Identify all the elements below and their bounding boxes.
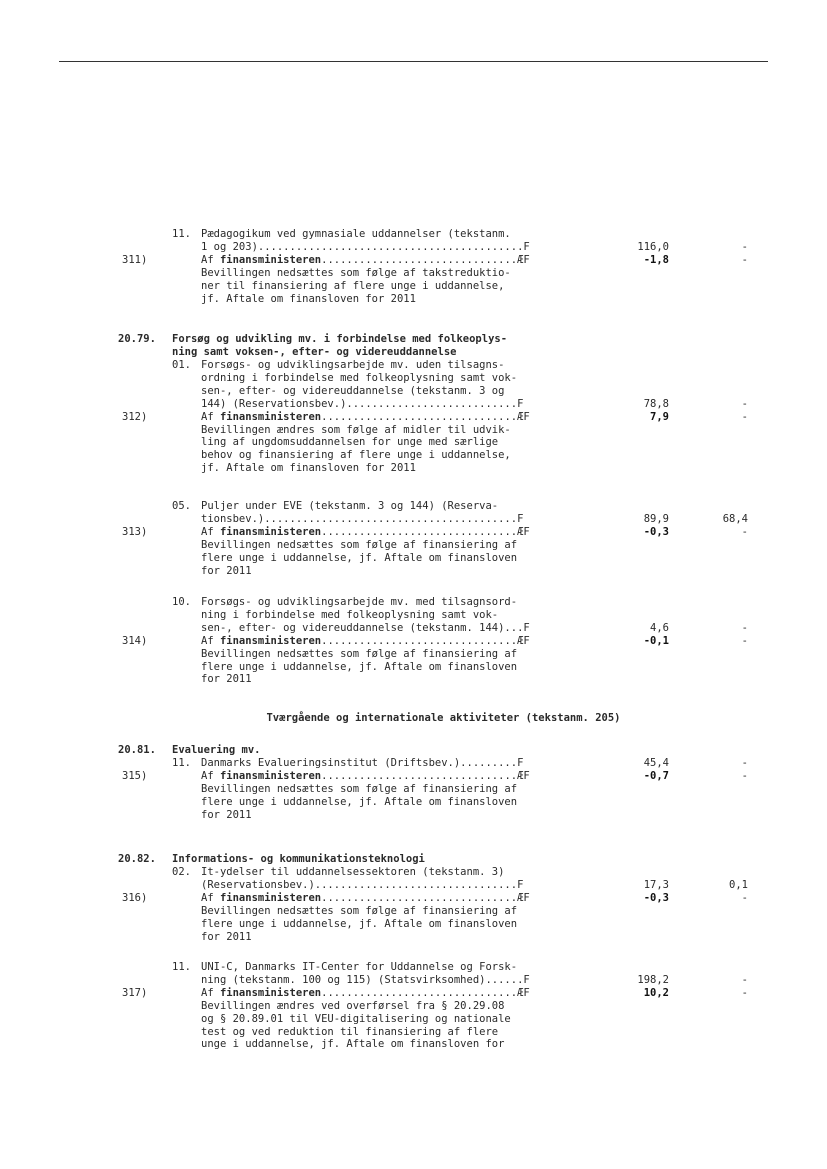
- item-title-line: [0, 596, 827, 609]
- item-title: ordning i forbindelse med folkeoplysning samt vok-: [201, 371, 518, 384]
- change-reference: 317): [122, 986, 148, 999]
- note-text: jf. Aftale om finansloven for 2011: [201, 462, 416, 475]
- item-number: 11.: [172, 961, 191, 973]
- leader-dots: ...............................ÆF: [321, 891, 530, 904]
- note-text: Bevillingen ændres som følge af midler til udvik-: [201, 423, 511, 436]
- note-text: for 2011: [201, 930, 252, 943]
- change-amount-col2: -: [741, 634, 748, 647]
- header-rule: [59, 61, 768, 62]
- note-text: Bevillingen nedsættes som følge af finansiering af: [201, 538, 518, 551]
- item-title: sen-, efter- og videreuddannelse (tekstanm. 3 og: [201, 384, 505, 397]
- note-line: [0, 280, 827, 293]
- section-number: 20.79.: [118, 333, 156, 345]
- change-line: [0, 770, 827, 783]
- change-line: [0, 635, 827, 648]
- item-title-line: [0, 228, 827, 241]
- section-number: 20.81.: [118, 744, 156, 756]
- change-source: [201, 254, 530, 267]
- change-source: [201, 635, 530, 648]
- item-title: UNI-C, Danmarks IT-Center for Uddannelse og Forsk-: [201, 961, 518, 973]
- note-line: [0, 424, 827, 437]
- item-title-line: [0, 359, 827, 372]
- change-amount-col2: -: [741, 769, 748, 782]
- note-line: [0, 931, 827, 944]
- note-text: for 2011: [201, 673, 252, 686]
- item-number: 11.: [172, 228, 191, 240]
- item-title: 144) (Reservationsbev.)...........................F: [201, 397, 524, 410]
- note-text: flere unge i uddannelse, jf. Aftale om finansloven: [201, 917, 518, 930]
- item-title: Forsøgs- og udviklingsarbejde mv. med tilsagnsord-: [201, 596, 518, 608]
- item-title: 1 og 203)..........................................F: [201, 240, 530, 253]
- af-prefix: Af: [201, 769, 220, 782]
- amount-col1: 198,2: [637, 973, 669, 986]
- note-text: for 2011: [201, 564, 252, 577]
- item-title: Forsøgs- og udviklingsarbejde mv. uden tilsagns-: [201, 359, 505, 371]
- section-title-cont: ning samt voksen-, efter- og videreuddannelse: [172, 345, 457, 358]
- note-line: [0, 796, 827, 809]
- item-number: 10.: [172, 596, 191, 608]
- change-amount-col1: -1,8: [643, 253, 669, 266]
- change-source: [201, 526, 530, 539]
- minister-label: finansministeren: [219, 410, 322, 423]
- change-amount-col2: -: [741, 410, 748, 423]
- change-amount-col2: -: [741, 253, 748, 266]
- section-title-line: [0, 346, 827, 359]
- note-line: [0, 918, 827, 931]
- note-text: for 2011: [201, 808, 252, 821]
- minister-label: finansministeren: [219, 634, 322, 647]
- note-text: Bevillingen nedsættes som følge af finansiering af: [201, 904, 518, 917]
- change-amount-col1: 7,9: [650, 410, 669, 423]
- item-title-line: [0, 866, 827, 879]
- item-title-line: [0, 385, 827, 398]
- minister-label: finansministeren: [219, 891, 322, 904]
- section-title: Informations- og kommunikationsteknologi: [172, 853, 425, 865]
- item-number: 05.: [172, 500, 191, 512]
- change-reference: 315): [122, 769, 148, 782]
- section-title-line: [0, 853, 827, 866]
- leader-dots: ...............................ÆF: [321, 986, 530, 999]
- note-text: Bevillingen nedsættes som følge af finansiering af: [201, 647, 518, 660]
- leader-dots: ...............................ÆF: [321, 634, 530, 647]
- af-prefix: Af: [201, 634, 220, 647]
- note-text: unge i uddannelse, jf. Aftale om finansloven for: [201, 1038, 505, 1051]
- change-amount-col1: -0,7: [643, 769, 669, 782]
- amount-col2: -: [741, 240, 748, 253]
- af-prefix: Af: [201, 525, 220, 538]
- note-text: jf. Aftale om finansloven for 2011: [201, 292, 416, 305]
- note-text: Bevillingen nedsættes som følge af finansiering af: [201, 782, 518, 795]
- leader-dots: ...............................ÆF: [321, 525, 530, 538]
- note-line: [0, 449, 827, 462]
- item-title: tionsbev.)........................................F: [201, 512, 524, 525]
- item-title-line: [0, 398, 827, 411]
- item-title-line: [0, 622, 827, 635]
- af-prefix: Af: [201, 253, 220, 266]
- note-text: og § 20.89.01 til VEU-digitalisering og nationale: [201, 1012, 511, 1025]
- leader-dots: ...............................ÆF: [321, 769, 530, 782]
- section-number: 20.82.: [118, 853, 156, 865]
- note-line: [0, 1038, 827, 1051]
- change-reference: 311): [122, 253, 148, 266]
- af-prefix: Af: [201, 891, 220, 904]
- item-title: Puljer under EVE (tekstanm. 3 og 144) (Reserva-: [201, 500, 499, 512]
- item-title: (Reservationsbev.)................................F: [201, 878, 524, 891]
- note-text: ner til finansiering af flere unge i uddannelse,: [201, 279, 505, 292]
- note-line: [0, 648, 827, 661]
- change-reference: 313): [122, 525, 148, 538]
- minister-label: finansministeren: [219, 986, 322, 999]
- minister-label: finansministeren: [219, 769, 322, 782]
- note-line: [0, 905, 827, 918]
- change-line: [0, 892, 827, 905]
- minister-label: finansministeren: [219, 253, 322, 266]
- item-title-line: [0, 241, 827, 254]
- note-text: behov og finansiering af flere unge i uddannelse,: [201, 449, 511, 462]
- note-line: [0, 1026, 827, 1039]
- note-line: [0, 1013, 827, 1026]
- change-line: [0, 411, 827, 424]
- change-amount-col1: 10,2: [643, 986, 669, 999]
- amount-col1: 45,4: [643, 757, 669, 769]
- change-amount-col2: -: [741, 891, 748, 904]
- note-text: Bevillingen nedsættes som følge af takstreduktio-: [201, 266, 511, 279]
- change-reference: 316): [122, 891, 148, 904]
- section-title-line: [0, 744, 827, 757]
- item-title: sen-, efter- og videreuddannelse (tekstanm. 144)...F: [201, 621, 530, 634]
- change-amount-col1: -0,3: [643, 891, 669, 904]
- item-title-line: [0, 609, 827, 622]
- note-text: ling af ungdomsuddannelsen for unge med særlige: [201, 436, 499, 449]
- note-line: [0, 552, 827, 565]
- amount-col2: -: [741, 397, 748, 410]
- change-line: [0, 526, 827, 539]
- amount-col2: 0,1: [729, 878, 748, 891]
- amount-col2: -: [741, 973, 748, 986]
- note-line: [0, 1000, 827, 1013]
- change-source: [201, 770, 530, 783]
- note-line: [0, 267, 827, 280]
- amount-col2: 68,4: [722, 512, 748, 525]
- item-title-line: [0, 961, 827, 974]
- item-title-line: [0, 879, 827, 892]
- item-title: It-ydelser til uddannelsessektoren (tekstanm. 3): [201, 866, 505, 878]
- change-amount-col1: -0,3: [643, 525, 669, 538]
- section-title: Forsøg og udvikling mv. i forbindelse med folkeoplys-: [172, 333, 508, 345]
- amount-col2: -: [741, 757, 748, 769]
- change-reference: 314): [122, 634, 148, 647]
- note-line: [0, 809, 827, 822]
- change-amount-col1: -0,1: [643, 634, 669, 647]
- note-text: test og ved reduktion til finansiering af flere: [201, 1025, 499, 1038]
- note-line: [0, 462, 827, 475]
- note-text: flere unge i uddannelse, jf. Aftale om finansloven: [201, 551, 518, 564]
- change-amount-col2: -: [741, 986, 748, 999]
- note-text: flere unge i uddannelse, jf. Aftale om finansloven: [201, 660, 518, 673]
- note-line: [0, 436, 827, 449]
- item-title: Pædagogikum ved gymnasiale uddannelser (tekstanm.: [201, 228, 511, 240]
- item-title: ning (tekstanm. 100 og 115) (Statsvirksomhed)......F: [201, 973, 530, 986]
- item-title-line: [0, 757, 827, 770]
- minister-label: finansministeren: [219, 525, 322, 538]
- change-line: [0, 987, 827, 1000]
- note-text: flere unge i uddannelse, jf. Aftale om finansloven: [201, 795, 518, 808]
- item-title-line: [0, 500, 827, 513]
- item-title-line: [0, 513, 827, 526]
- note-line: [0, 565, 827, 578]
- af-prefix: Af: [201, 410, 220, 423]
- leader-dots: ...............................ÆF: [321, 253, 530, 266]
- amount-col2: -: [741, 621, 748, 634]
- section-heading: Tværgående og internationale aktiviteter (tekstanm. 205): [266, 712, 621, 724]
- note-line: [0, 661, 827, 674]
- note-line: [0, 539, 827, 552]
- note-line: [0, 783, 827, 796]
- item-title: ning i forbindelse med folkeoplysning samt vok-: [201, 608, 499, 621]
- amount-col1: 78,8: [643, 397, 669, 410]
- amount-col1: 4,6: [650, 621, 669, 634]
- section-title: Evaluering mv.: [172, 744, 261, 756]
- item-number: 11.: [172, 757, 191, 769]
- section-title-line: [0, 333, 827, 346]
- note-text: Bevillingen ændres ved overførsel fra § 20.29.08: [201, 999, 505, 1012]
- amount-col1: 89,9: [643, 512, 669, 525]
- item-title: Danmarks Evalueringsinstitut (Driftsbev.).........F: [201, 757, 524, 769]
- change-line: [0, 254, 827, 267]
- leader-dots: ...............................ÆF: [321, 410, 530, 423]
- note-line: [0, 293, 827, 306]
- item-title-line: [0, 372, 827, 385]
- item-number: 01.: [172, 359, 191, 371]
- item-number: 02.: [172, 866, 191, 878]
- note-line: [0, 673, 827, 686]
- change-source: [201, 987, 530, 1000]
- item-title-line: [0, 974, 827, 987]
- change-reference: 312): [122, 410, 148, 423]
- change-amount-col2: -: [741, 525, 748, 538]
- change-source: [201, 411, 530, 424]
- amount-col1: 116,0: [637, 240, 669, 253]
- change-source: [201, 892, 530, 905]
- af-prefix: Af: [201, 986, 220, 999]
- amount-col1: 17,3: [643, 878, 669, 891]
